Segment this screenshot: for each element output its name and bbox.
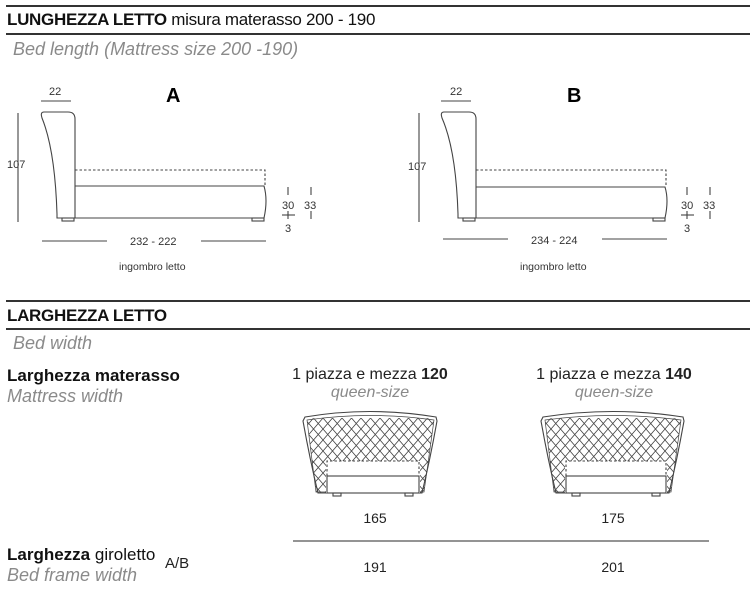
view-b-height: 107 (408, 161, 427, 173)
frame-width-label (7, 545, 155, 565)
frame-width-label-regular: giroletto (94, 545, 156, 564)
view-b-overall-length: 234 - 224 (531, 235, 578, 247)
overall-width-140: 175 (601, 510, 625, 526)
section-length-subtitle: Bed length (Mattress size 200 -190) (13, 39, 299, 59)
view-a-headboard-depth: 22 (49, 86, 62, 98)
view-a-letter: A (166, 85, 181, 107)
frame-width-label-en: Bed frame width (7, 565, 138, 585)
view-a-total-height: 33 (304, 200, 317, 212)
frame-width-140: 201 (601, 559, 625, 575)
view-b-headboard-depth: 22 (450, 86, 463, 98)
frame-width-label-bold: Larghezza (7, 545, 91, 564)
section-length-title-bold: LUNGHEZZA LETTO (7, 10, 167, 29)
section-length-title-sub: misura materasso 200 - 190 (171, 10, 376, 29)
size-value: 120 (421, 366, 448, 383)
view-b-overall-caption: ingombro letto (520, 261, 587, 273)
mattress-width-label: Larghezza materasso (7, 366, 180, 385)
size-prefix: 1 piazza e mezza (536, 366, 661, 383)
view-a-height: 107 (7, 159, 26, 171)
view-b-letter: B (567, 85, 582, 107)
overall-width-120: 165 (363, 510, 387, 526)
size-name-140: queen-size (574, 384, 654, 401)
size-prefix: 1 piazza e mezza (292, 366, 417, 383)
section-width-title: LARGHEZZA LETTO (7, 306, 167, 325)
section-width-subtitle: Bed width (13, 333, 93, 353)
view-a-overall-caption: ingombro letto (119, 261, 186, 273)
view-b-total-height: 33 (703, 200, 716, 212)
view-a-base-height: 30 (282, 200, 295, 212)
size-value: 140 (665, 366, 692, 383)
view-a-overall-length: 232 - 222 (130, 236, 177, 248)
size-name-120: queen-size (330, 384, 410, 401)
view-a-feet-height: 3 (285, 223, 292, 235)
view-b-feet-height: 3 (684, 223, 691, 235)
frame-width-120: 191 (363, 559, 387, 575)
frame-variant: A/B (165, 555, 190, 572)
view-b-base-height: 30 (681, 200, 694, 212)
mattress-width-label-en: Mattress width (7, 386, 124, 406)
